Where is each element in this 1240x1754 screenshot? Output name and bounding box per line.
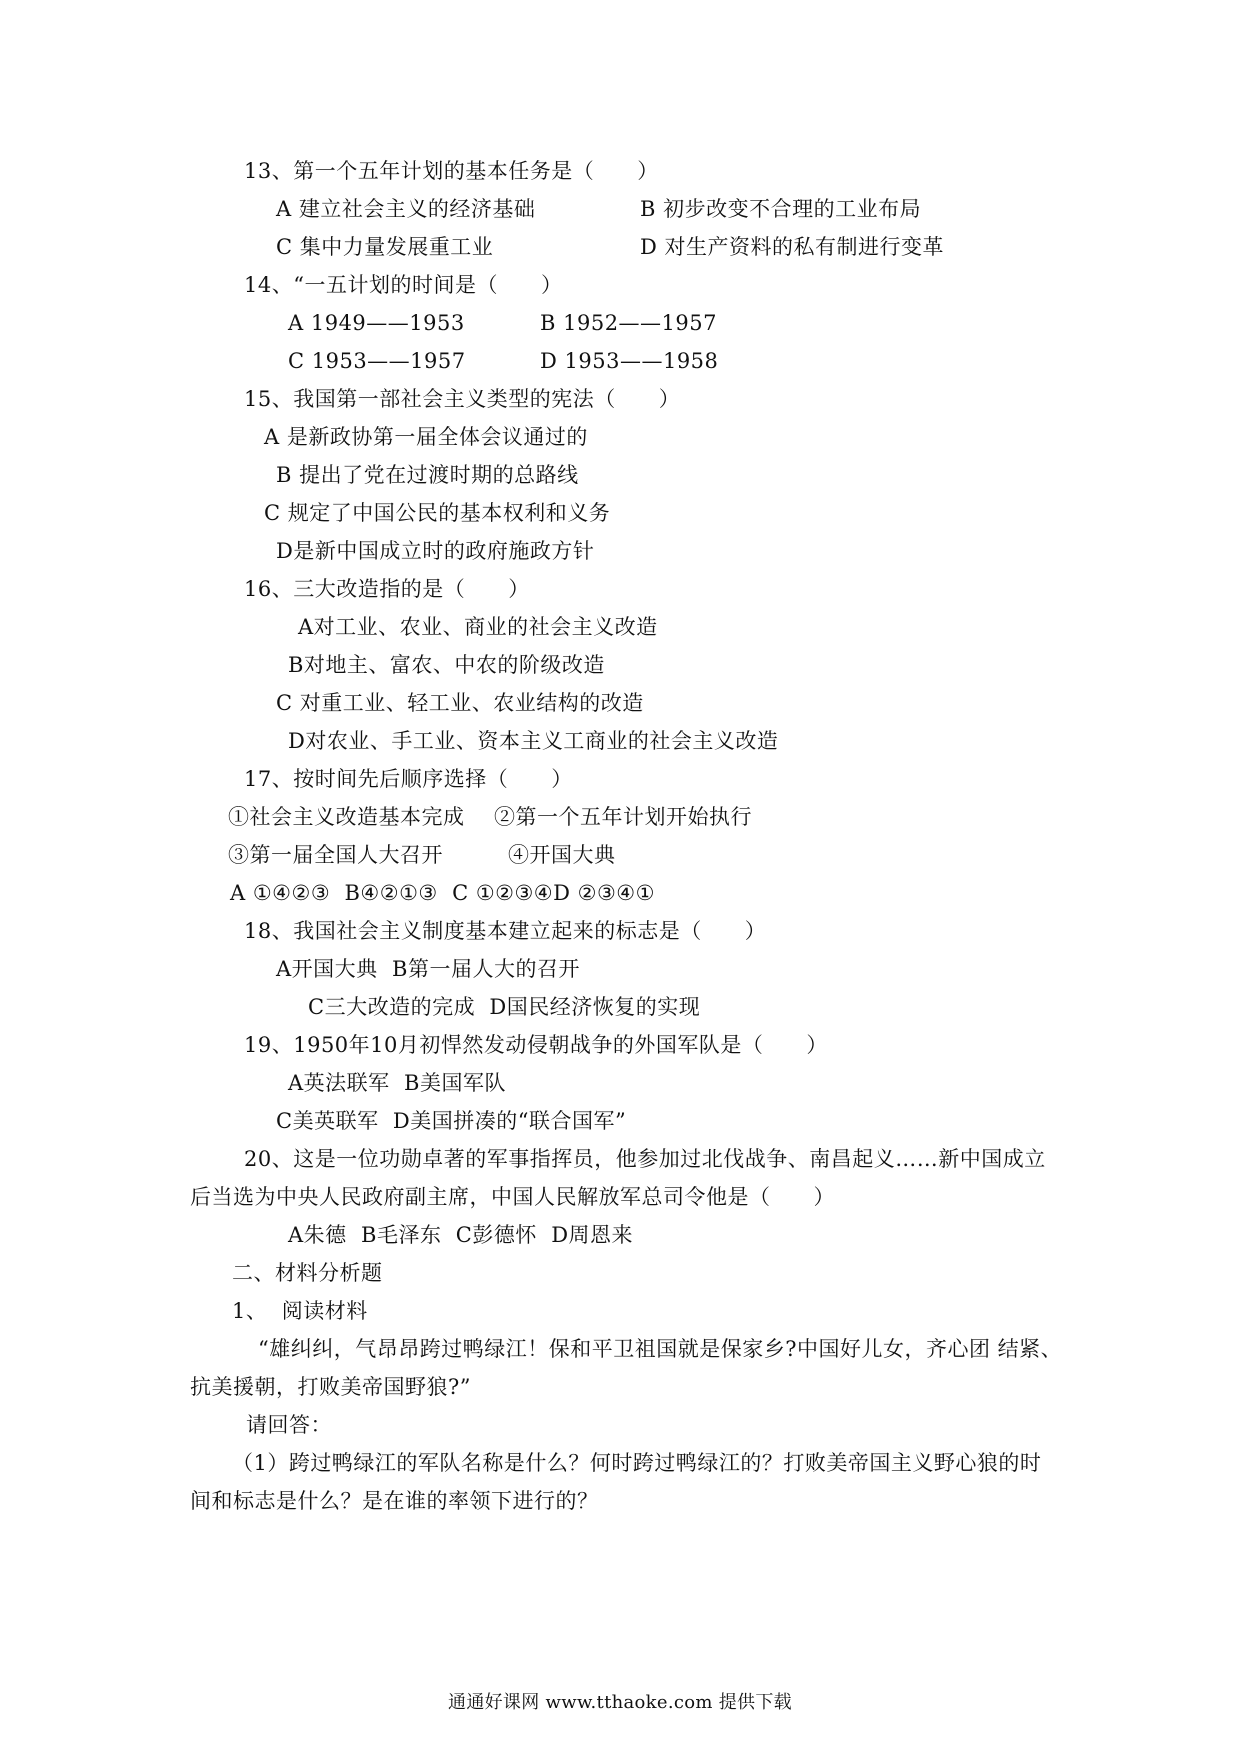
q13-option-c: C 集中力量发展重工业: [276, 235, 494, 259]
q14-option-a: A 1949——1953: [288, 311, 465, 335]
q17-item-4: ④开国大典: [508, 843, 616, 867]
material-quote-line-2: 抗美援朝，打败美帝国野狼?”: [190, 1375, 471, 1399]
q14-option-b: B 1952——1957: [540, 311, 717, 335]
q17-item-1: ①社会主义改造基本完成: [228, 805, 465, 829]
q17-options: A ①④②③ B④②①③ C ①②③④D ②③④①: [230, 881, 655, 905]
material-1-heading: 1、 阅读材料: [232, 1299, 368, 1323]
q20-stem-line-2: 后当选为中央人民政府副主席，中国人民解放军总司令他是（ ）: [190, 1185, 835, 1209]
q18-stem: 18、我国社会主义制度基本建立起来的标志是（ ）: [244, 919, 767, 943]
material-quote-line-1: “雄纠纠，气昂昂跨过鸭绿江！保和平卫祖国就是保家乡?中国好儿女，齐心团 结紧、: [258, 1337, 1063, 1361]
q15-option-c: C 规定了中国公民的基本权利和义务: [264, 501, 611, 525]
q18-options-cd: C三大改造的完成 D国民经济恢复的实现: [308, 995, 701, 1019]
q13-option-a: A 建立社会主义的经济基础: [276, 197, 536, 221]
q19-options-cd: C美英联军 D美国拼凑的“联合国军”: [276, 1109, 627, 1133]
section-2-heading: 二、材料分析题: [232, 1261, 383, 1285]
q14-stem: 14、“一五计划的时间是（ ）: [244, 273, 563, 297]
q19-options-ab: A英法联军 B美国军队: [288, 1071, 506, 1095]
q16-option-c: C 对重工业、轻工业、农业结构的改造: [276, 691, 644, 715]
q20-options: A朱德 B毛泽东 C彭德怀 D周恩来: [288, 1223, 634, 1247]
q16-option-b: B对地主、富农、中农的阶级改造: [288, 653, 605, 677]
q17-item-3: ③第一届全国人大召开: [228, 843, 443, 867]
please-answer-label: 请回答：: [246, 1413, 332, 1437]
q16-stem: 16、三大改造指的是（ ）: [244, 577, 530, 601]
q13-option-d: D 对生产资料的私有制进行变革: [640, 235, 945, 259]
sub-question-1-line-1: （1）跨过鸭绿江的军队名称是什么？何时跨过鸭绿江的？打败美帝国主义野心狼的时: [232, 1451, 1042, 1475]
q14-option-d: D 1953——1958: [540, 349, 719, 373]
q17-item-2: ②第一个五年计划开始执行: [494, 805, 752, 829]
q13-option-b: B 初步改变不合理的工业布局: [640, 197, 922, 221]
q17-stem: 17、按时间先后顺序选择（ ）: [244, 767, 573, 791]
q14-option-c: C 1953——1957: [288, 349, 466, 373]
q16-option-a: A对工业、农业、商业的社会主义改造: [298, 615, 658, 639]
page-footer: 通通好课网 www.tthaoke.com 提供下载: [448, 1692, 792, 1713]
q15-stem: 15、我国第一部社会主义类型的宪法（ ）: [244, 387, 681, 411]
q18-options-ab: A开国大典 B第一届人大的召开: [276, 957, 580, 981]
q16-option-d: D对农业、手工业、资本主义工商业的社会主义改造: [288, 729, 779, 753]
sub-question-1-line-2: 间和标志是什么？是在谁的率领下进行的？: [190, 1489, 599, 1513]
q15-option-b: B 提出了党在过渡时期的总路线: [276, 463, 579, 487]
q20-stem-line-1: 20、这是一位功勋卓著的军事指挥员，他参加过北伐战争、南昌起义……新中国成立: [244, 1147, 1046, 1171]
q13-stem: 13、第一个五年计划的基本任务是（ ）: [244, 159, 659, 183]
q15-option-d: D是新中国成立时的政府施政方针: [276, 539, 595, 563]
q15-option-a: A 是新政协第一届全体会议通过的: [264, 425, 588, 449]
q19-stem: 19、1950年10月初悍然发动侵朝战争的外国军队是（ ）: [244, 1033, 828, 1057]
